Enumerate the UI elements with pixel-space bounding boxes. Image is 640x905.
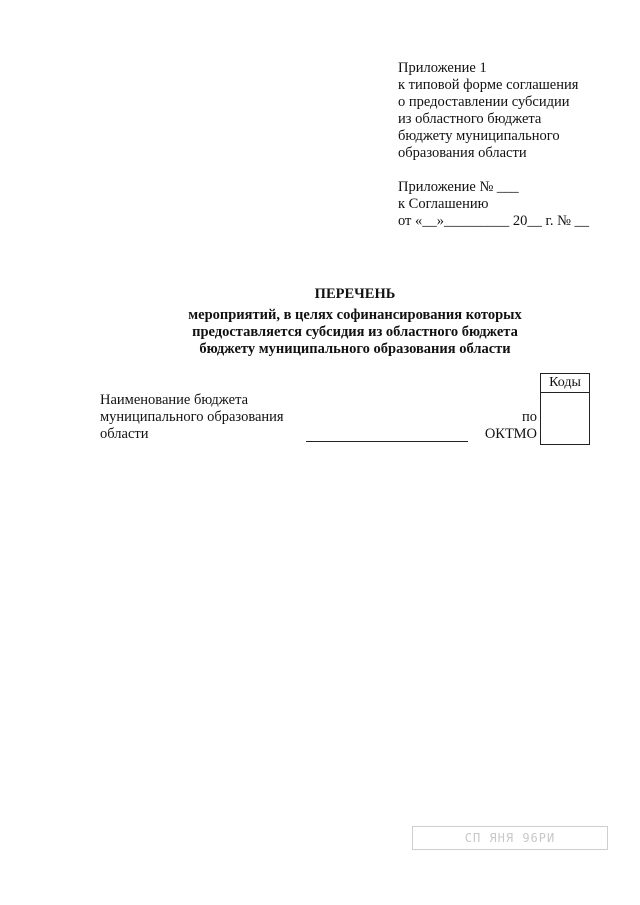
appendix-line: о предоставлении субсидии xyxy=(398,94,570,110)
appendix-line: образования области xyxy=(398,145,527,161)
agreement-line: Приложение № ___ xyxy=(398,179,519,195)
title-line: мероприятий, в целях софинансирования которых xyxy=(188,307,522,323)
appendix-line: к типовой форме соглашения xyxy=(398,77,579,93)
agreement-line: от «__»_________ 20__ г. № __ xyxy=(398,213,590,229)
codes-table xyxy=(540,373,590,445)
title-heading: ПЕРЕЧЕНЬ xyxy=(314,286,396,302)
oktmo-label-line: ОКТМО xyxy=(484,426,537,442)
appendix-line: Приложение 1 xyxy=(398,60,487,76)
registration-stamp: СП ЯНЯ 96РИ xyxy=(412,826,608,850)
appendix-line: из областного бюджета xyxy=(398,111,542,127)
oktmo-label-line: по xyxy=(521,409,537,425)
budget-label-line: муниципального образования xyxy=(100,409,284,425)
codes-header: Коды xyxy=(541,374,589,393)
title-line: предоставляется субсидия из областного бюджета xyxy=(192,324,518,340)
document-title xyxy=(100,286,610,358)
spacer xyxy=(398,162,628,179)
title-line: бюджету муниципального образования области xyxy=(199,341,511,357)
budget-name-label xyxy=(100,392,315,443)
agreement-line: к Соглашению xyxy=(398,196,489,212)
oktmo-label xyxy=(485,409,537,443)
appendix-header xyxy=(398,60,628,230)
budget-name-field[interactable] xyxy=(306,441,468,442)
budget-label-line: Наименование бюджета xyxy=(100,392,249,408)
budget-label-line: области xyxy=(100,426,149,442)
appendix-line: бюджету муниципального xyxy=(398,128,560,144)
